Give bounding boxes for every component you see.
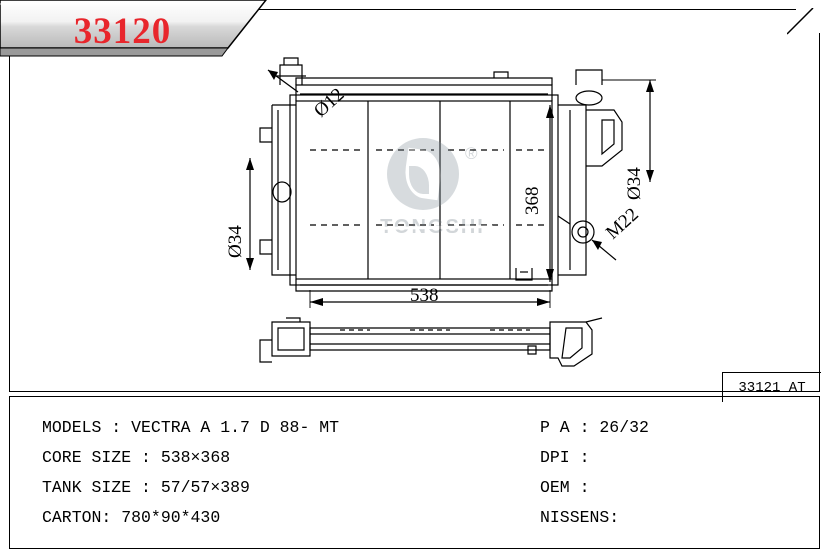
dim-inlet-diameter: Ø12 bbox=[310, 84, 349, 122]
watermark-logo bbox=[365, 138, 500, 248]
info-models: MODELS : VECTRA A 1.7 D 88- MT bbox=[42, 418, 340, 437]
watermark-brand: TONGSHI bbox=[380, 216, 485, 238]
product-info-right-column bbox=[540, 413, 800, 533]
dim-right-port-diameter: Ø34 bbox=[624, 167, 645, 200]
product-info-panel bbox=[9, 396, 820, 549]
drawing-frame bbox=[9, 9, 820, 396]
info-oem: OEM : bbox=[540, 478, 590, 497]
info-pa: P A : 26/32 bbox=[540, 418, 649, 437]
info-nissens: NISSENS: bbox=[540, 508, 620, 527]
dim-thread-size: M22 bbox=[602, 203, 643, 244]
registered-mark: ® bbox=[465, 144, 478, 163]
dim-left-port-diameter: Ø34 bbox=[225, 225, 246, 258]
spec-box-label: 33121 AT bbox=[738, 379, 806, 396]
dim-core-height: 368 bbox=[522, 186, 543, 215]
product-info-left-column bbox=[42, 413, 522, 533]
info-dpi: DPI : bbox=[540, 448, 590, 467]
part-number-banner bbox=[0, 0, 275, 62]
info-tank-size: TANK SIZE : 57/57×389 bbox=[42, 478, 250, 497]
info-core-size: CORE SIZE : 538×368 bbox=[42, 448, 231, 467]
info-carton: CARTON: 780*90*430 bbox=[42, 508, 221, 527]
dim-core-width: 538 bbox=[410, 285, 439, 306]
part-number: 33120 bbox=[73, 10, 172, 52]
